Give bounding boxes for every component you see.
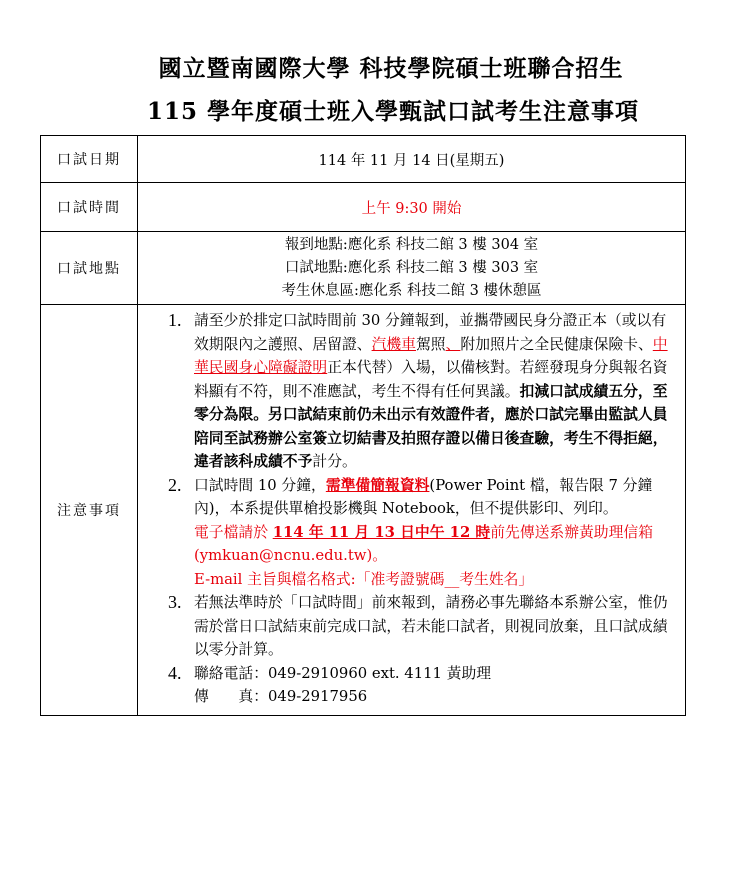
value-notes <box>138 305 686 716</box>
note-number: 2. <box>168 474 182 495</box>
document-title-line2: 115 學年度碩士班入學甄試口試考生注意事項 <box>146 98 640 125</box>
note-text: 計分。 <box>312 453 357 470</box>
phone-label: 聯絡電話： <box>194 664 268 682</box>
note-text: 電子檔請於 <box>194 523 273 541</box>
value-date: 114 年 11 月 14 日(星期五) <box>138 136 686 183</box>
red-bold-underlined-text: 需準備簡報資料 <box>325 476 430 494</box>
note-item-3 <box>168 591 675 662</box>
red-underlined-text: 、 <box>445 335 461 353</box>
note-number: 3. <box>168 592 182 612</box>
fax-label: 傳 真： <box>194 688 268 705</box>
contact-phone <box>194 662 675 686</box>
row-date <box>41 136 686 183</box>
row-notes <box>41 305 686 716</box>
interview-location: 口試地點:應化系 科技二館 3 樓 303 室 <box>284 259 539 276</box>
note-text: 前先傳送系辦黃助理信箱(ymkuan@ncnu.edu.tw)。 <box>194 523 653 564</box>
email-deadline-line <box>194 521 675 568</box>
note-text: 口試時間 10 分鐘， <box>194 476 326 494</box>
fax-value: 049-2917956 <box>268 688 368 705</box>
label-notes: 注意事項 <box>41 305 138 716</box>
label-date: 口試日期 <box>41 136 138 183</box>
checkin-location: 報到地點:應化系 科技二館 3 樓 304 室 <box>284 236 539 253</box>
notes-list <box>168 309 675 709</box>
row-location <box>41 232 686 305</box>
deadline-text: 114 年 11 月 13 日中午 12 時 <box>272 523 491 541</box>
notice-table <box>40 135 686 716</box>
note-number: 1. <box>168 310 182 330</box>
note-text: (Power Point 檔，報告限 7 分鐘內)，本系提供單槍投影機與 Notebook，但不提供影印、列印。 <box>194 476 653 517</box>
email-format-line: E-mail 主旨與檔名格式:「准考證號碼__考生姓名」 <box>194 570 534 588</box>
note-item-4 <box>168 662 675 709</box>
waiting-area: 考生休息區:應化系 科技二館 3 樓休憩區 <box>281 282 542 299</box>
value-time: 上午 9:30 開始 <box>138 183 686 232</box>
red-underlined-text: 汽機車 <box>371 335 416 353</box>
note-text: 附加照片之全民健康保險卡、 <box>460 335 653 353</box>
contact-fax <box>194 685 675 709</box>
row-time <box>41 183 686 232</box>
note-text: 若無法準時於「口試時間」前來報到，請務必事先聯絡本系辦公室，惟仍需於當日口試結束前完成口試，若未能口試者，則視同放棄，且口試成績以零分計算。 <box>194 594 668 658</box>
document-title-line1: 國立暨南國際大學 科技學院碩士班聯合招生 <box>158 55 624 82</box>
bold-warning-text: 扣減口試成績五分，至零分為限。另口試結束前仍未出示有效證件者，應於口試完畢由監試人員陪同至試務辦公室簽立切結書及拍照存證以備日後查驗，考生不得拒絕，違者該科成績不予 <box>194 382 668 470</box>
note-number: 4. <box>168 662 182 683</box>
red-underlined-text: 中華民國身心障礙證明 <box>194 335 668 376</box>
note-item-1 <box>168 309 675 474</box>
note-text: 駕照 <box>415 335 446 353</box>
note-item-2 <box>168 474 675 592</box>
value-location <box>138 232 686 305</box>
note-text: 正本代替）入場，以備核對。若經發現身分與報名資料顯有不符，則不准應試，考生不得有任何異議。 <box>194 359 668 400</box>
label-location: 口試地點 <box>41 232 138 305</box>
label-time: 口試時間 <box>41 183 138 232</box>
phone-value: 049-2910960 ext. 4111 黃助理 <box>268 664 492 682</box>
note-text: 請至少於排定口試時間前 30 分鐘報到，並攜帶國民身分證正本（或以有效期限內之護照、居留證、 <box>194 312 667 353</box>
